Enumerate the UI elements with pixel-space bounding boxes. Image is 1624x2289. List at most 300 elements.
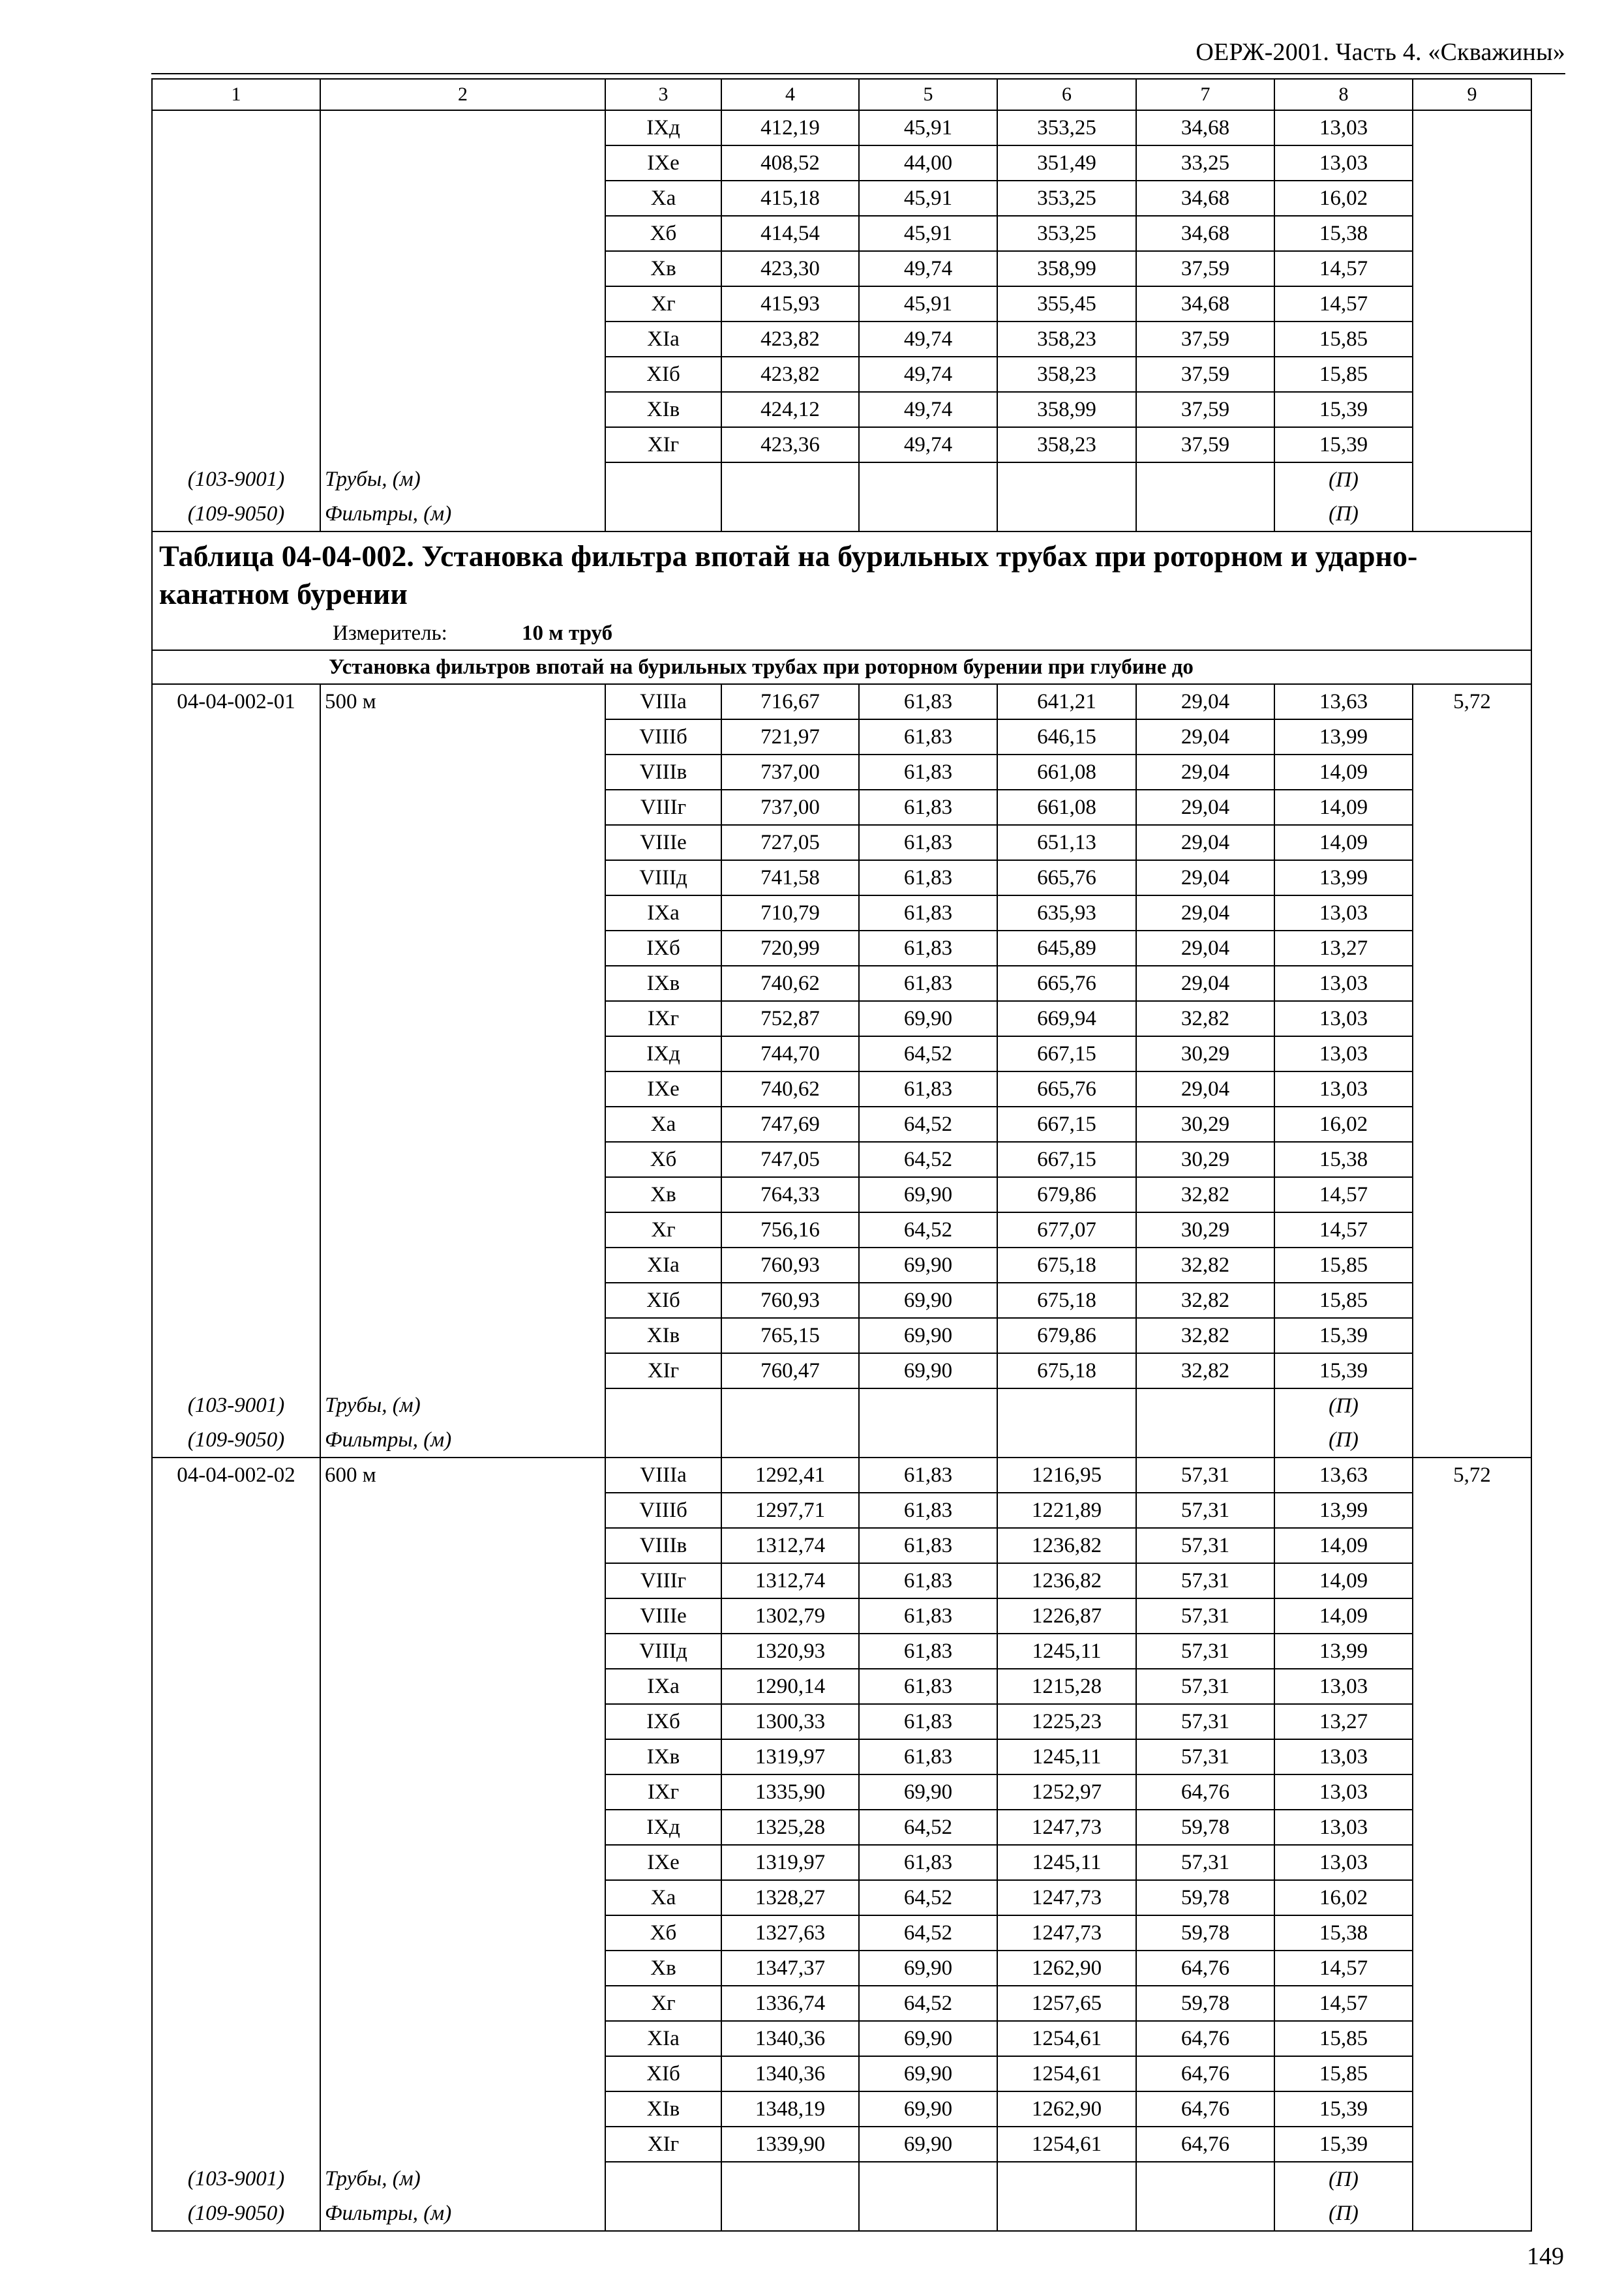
empty-cell [320,1598,605,1634]
empty-cell [320,1001,605,1036]
empty-cell [152,1563,320,1598]
value-cell: 15,38 [1274,1915,1413,1951]
value-cell: 737,00 [721,755,859,790]
region-code: VIIIб [605,719,721,755]
empty-cell [152,1071,320,1107]
column-number: 7 [1136,79,1274,110]
empty-cell [152,1634,320,1669]
value-cell: 57,31 [1136,1528,1274,1563]
column-number: 2 [320,79,605,110]
value-cell: 1297,71 [721,1493,859,1528]
value-cell: 69,90 [859,1283,997,1318]
material-value: (П) [1274,462,1413,497]
value-cell: 756,16 [721,1212,859,1248]
value-cell: 358,23 [997,322,1136,357]
empty-cell [1413,1986,1531,2021]
empty-cell [997,1423,1136,1458]
table-row [152,1318,1531,1353]
value-cell: 59,78 [1136,1810,1274,1845]
empty-cell [1413,895,1531,931]
empty-cell [152,1001,320,1036]
page-number: 149 [1527,2243,1564,2270]
value-cell: 61,83 [859,1704,997,1739]
region-code: Xа [605,1880,721,1915]
empty-cell [1413,1388,1531,1423]
value-cell: 15,39 [1274,392,1413,427]
table-row [152,1704,1531,1739]
empty-cell [320,2021,605,2056]
region-code: IXа [605,895,721,931]
table-row [152,1634,1531,1669]
meter-label: Измеритель: [333,621,447,645]
empty-cell [1413,719,1531,755]
value-cell: 710,79 [721,895,859,931]
value-cell: 15,39 [1274,1353,1413,1388]
empty-cell [320,1107,605,1142]
empty-cell [1413,1845,1531,1880]
empty-cell [320,1142,605,1177]
empty-cell [320,790,605,825]
region-code: Xг [605,1212,721,1248]
region-code: IXв [605,1739,721,1774]
table-row [152,755,1531,790]
material-row [152,462,1531,497]
value-cell: 69,90 [859,1774,997,1810]
empty-cell [320,825,605,860]
value-cell: 646,15 [997,719,1136,755]
value-cell: 353,25 [997,216,1136,251]
table-row [152,1107,1531,1142]
table-row [152,251,1531,286]
table-row [152,790,1531,825]
empty-cell [152,1880,320,1915]
value-cell: 1348,19 [721,2091,859,2127]
empty-cell [1413,497,1531,531]
table-row [152,1528,1531,1563]
empty-cell [152,251,320,286]
value-cell: 69,90 [859,2127,997,2162]
empty-cell [152,1845,320,1880]
value-cell: 1262,90 [997,1951,1136,1986]
value-cell: 32,82 [1136,1001,1274,1036]
region-code: IXе [605,1071,721,1107]
value-cell: 64,52 [859,1915,997,1951]
region-code: Xв [605,251,721,286]
value-cell: 30,29 [1136,1036,1274,1071]
table-row [152,1071,1531,1107]
region-code: IXб [605,931,721,966]
empty-cell [152,322,320,357]
empty-cell [152,1774,320,1810]
table-row [152,684,1531,719]
value-cell: 13,99 [1274,719,1413,755]
value-cell: 57,31 [1136,1845,1274,1880]
value-cell: 61,83 [859,966,997,1001]
region-code: IXг [605,1774,721,1810]
value-cell: 744,70 [721,1036,859,1071]
empty-cell [320,2056,605,2091]
empty-cell [1413,966,1531,1001]
region-code: Xа [605,181,721,216]
value-cell: 69,90 [859,1353,997,1388]
empty-cell [1413,2056,1531,2091]
empty-cell [721,462,859,497]
empty-cell [152,1493,320,1528]
empty-cell [320,966,605,1001]
value-cell: 1340,36 [721,2056,859,2091]
value-cell: 14,09 [1274,755,1413,790]
value-cell: 59,78 [1136,1986,1274,2021]
value-cell: 29,04 [1136,895,1274,931]
region-code: VIIIа [605,684,721,719]
value-cell: 14,57 [1274,286,1413,322]
value-cell: 57,31 [1136,1458,1274,1493]
empty-cell [320,1177,605,1212]
empty-cell [320,145,605,181]
region-code: Xб [605,216,721,251]
empty-cell [152,1739,320,1774]
value-cell: 61,83 [859,1845,997,1880]
table-row [152,1212,1531,1248]
value-cell: 423,82 [721,357,859,392]
value-cell: 661,08 [997,755,1136,790]
empty-cell [152,1318,320,1353]
empty-cell [320,427,605,462]
value-cell: 1247,73 [997,1915,1136,1951]
value-cell: 358,99 [997,251,1136,286]
empty-cell [320,251,605,286]
table-row [152,1986,1531,2021]
value-cell: 747,05 [721,1142,859,1177]
value-cell: 61,83 [859,684,997,719]
value-cell: 1262,90 [997,2091,1136,2127]
column-number: 5 [859,79,997,110]
empty-cell [1413,181,1531,216]
value-cell: 61,83 [859,825,997,860]
empty-cell [1413,1212,1531,1248]
value-cell: 13,03 [1274,110,1413,145]
value-cell: 13,27 [1274,1704,1413,1739]
table-row [152,1563,1531,1598]
value-cell: 737,00 [721,790,859,825]
column-number: 6 [997,79,1136,110]
empty-cell [1413,1071,1531,1107]
empty-cell [320,1493,605,1528]
value-cell: 34,68 [1136,216,1274,251]
value-cell: 645,89 [997,931,1136,966]
value-cell: 1347,37 [721,1951,859,1986]
table-row [152,1177,1531,1212]
empty-cell [605,462,721,497]
meter-value: 10 м труб [522,621,613,645]
empty-cell [320,1951,605,1986]
empty-cell [1413,1423,1531,1458]
value-cell: 667,15 [997,1107,1136,1142]
material-value: (П) [1274,1388,1413,1423]
empty-cell [320,1528,605,1563]
value-cell: 14,57 [1274,1986,1413,2021]
value-cell: 64,76 [1136,2091,1274,2127]
empty-cell [320,1669,605,1704]
empty-cell [1413,1774,1531,1810]
value-cell: 69,90 [859,1177,997,1212]
value-cell: 69,90 [859,2091,997,2127]
value-cell: 37,59 [1136,392,1274,427]
empty-cell [859,497,997,531]
value-cell: 49,74 [859,427,997,462]
column-number-row [152,79,1531,110]
empty-cell [1413,1634,1531,1669]
value-cell: 752,87 [721,1001,859,1036]
empty-cell [1413,1563,1531,1598]
value-cell: 49,74 [859,251,997,286]
material-name: Трубы, (м) [320,2162,605,2196]
value-cell: 32,82 [1136,1283,1274,1318]
rate-code: 04-04-002-01 [152,684,320,719]
empty-cell [152,719,320,755]
table-row [152,1774,1531,1810]
empty-cell [1413,2127,1531,2162]
empty-cell [152,895,320,931]
empty-cell [1413,1107,1531,1142]
value-cell: 13,63 [1274,684,1413,719]
value-cell: 13,03 [1274,1845,1413,1880]
empty-cell [605,2162,721,2196]
value-cell: 49,74 [859,357,997,392]
empty-cell [152,2021,320,2056]
value-cell: 69,90 [859,1951,997,1986]
table-row [152,1669,1531,1704]
empty-cell [320,1774,605,1810]
value-cell: 64,52 [859,1986,997,2021]
empty-cell [1413,2162,1531,2196]
table-row [152,110,1531,145]
table-row [152,1142,1531,1177]
value-cell: 669,94 [997,1001,1136,1036]
value-cell: 13,99 [1274,1634,1413,1669]
value-cell: 14,57 [1274,251,1413,286]
region-code: XIв [605,392,721,427]
value-cell: 13,03 [1274,1774,1413,1810]
value-cell: 30,29 [1136,1212,1274,1248]
value-cell: 13,03 [1274,1036,1413,1071]
material-value: (П) [1274,1423,1413,1458]
material-name: Фильтры, (м) [320,497,605,531]
empty-cell [1413,357,1531,392]
value-cell: 57,31 [1136,1493,1274,1528]
value-cell: 64,76 [1136,2127,1274,2162]
empty-cell [997,2196,1136,2231]
value-cell: 1245,11 [997,1634,1136,1669]
material-value: (П) [1274,2196,1413,2231]
value-cell: 16,02 [1274,1107,1413,1142]
empty-cell [320,1739,605,1774]
value-cell: 13,03 [1274,895,1413,931]
empty-cell [859,1388,997,1423]
value-cell: 32,82 [1136,1353,1274,1388]
table-row [152,2091,1531,2127]
value-cell: 69,90 [859,1318,997,1353]
empty-cell [997,497,1136,531]
meter-cell [152,617,1531,650]
region-code: IXг [605,1001,721,1036]
empty-cell [1413,1951,1531,1986]
value-cell: 1245,11 [997,1739,1136,1774]
table-row [152,357,1531,392]
region-code: XIа [605,2021,721,2056]
value-cell: 1221,89 [997,1493,1136,1528]
value-cell: 14,57 [1274,1212,1413,1248]
value-cell: 641,21 [997,684,1136,719]
value-cell: 13,03 [1274,145,1413,181]
value-cell: 727,05 [721,825,859,860]
value-cell: 29,04 [1136,966,1274,1001]
value-cell: 15,85 [1274,2056,1413,2091]
value-cell: 34,68 [1136,110,1274,145]
region-code: VIIIд [605,1634,721,1669]
table-title: Таблица 04-04-002. Установка фильтра впотай на бурильных трубах при роторном и ударно-канатном бурении [152,531,1531,617]
value-cell: 61,83 [859,895,997,931]
value-cell: 30,29 [1136,1142,1274,1177]
empty-cell [152,790,320,825]
value-cell: 59,78 [1136,1880,1274,1915]
value-cell: 355,45 [997,286,1136,322]
value-cell: 1312,74 [721,1528,859,1563]
value-cell: 61,83 [859,1598,997,1634]
col9-value: 5,72 [1413,684,1531,719]
region-code: XIб [605,2056,721,2091]
region-code: VIIIг [605,1563,721,1598]
meter-row [152,617,1531,650]
empty-cell [1413,1739,1531,1774]
table-row [152,1951,1531,1986]
region-code: Xг [605,1986,721,2021]
value-cell: 13,03 [1274,1001,1413,1036]
value-cell: 16,02 [1274,181,1413,216]
subheading-row [152,650,1531,684]
empty-cell [1413,251,1531,286]
table-row [152,1283,1531,1318]
value-cell: 765,15 [721,1318,859,1353]
empty-cell [152,1951,320,1986]
table-row [152,966,1531,1001]
value-cell: 424,12 [721,392,859,427]
value-cell: 1325,28 [721,1810,859,1845]
value-cell: 57,31 [1136,1704,1274,1739]
value-cell: 29,04 [1136,860,1274,895]
empty-cell [1413,1810,1531,1845]
value-cell: 1312,74 [721,1563,859,1598]
value-cell: 69,90 [859,2056,997,2091]
value-cell: 764,33 [721,1177,859,1212]
empty-cell [1413,931,1531,966]
table-row [152,1248,1531,1283]
empty-cell [320,1248,605,1283]
value-cell: 679,86 [997,1177,1136,1212]
value-cell: 15,85 [1274,1283,1413,1318]
value-cell: 57,31 [1136,1563,1274,1598]
table-title-row [152,531,1531,617]
value-cell: 1254,61 [997,2056,1136,2091]
empty-cell [1136,462,1274,497]
region-code: Xг [605,286,721,322]
empty-cell [1413,1598,1531,1634]
value-cell: 408,52 [721,145,859,181]
table-row [152,895,1531,931]
value-cell: 1236,82 [997,1563,1136,1598]
empty-cell [320,216,605,251]
value-cell: 61,83 [859,931,997,966]
value-cell: 351,49 [997,145,1136,181]
empty-cell [152,1142,320,1177]
column-number: 8 [1274,79,1413,110]
table-row [152,1739,1531,1774]
empty-cell [1413,1036,1531,1071]
value-cell: 1327,63 [721,1915,859,1951]
value-cell: 1247,73 [997,1810,1136,1845]
table-row [152,145,1531,181]
value-cell: 760,93 [721,1283,859,1318]
region-code: IXд [605,110,721,145]
table-row [152,1001,1531,1036]
region-code: Xв [605,1951,721,1986]
empty-cell [152,2127,320,2162]
empty-cell [320,1915,605,1951]
region-code: XIа [605,322,721,357]
value-cell: 760,93 [721,1248,859,1283]
material-code: (103-9001) [152,462,320,497]
material-code: (109-9050) [152,2196,320,2231]
region-code: XIг [605,1353,721,1388]
empty-cell [1413,790,1531,825]
table-row [152,1036,1531,1071]
value-cell: 45,91 [859,216,997,251]
value-cell: 353,25 [997,181,1136,216]
empty-cell [859,1423,997,1458]
value-cell: 15,85 [1274,357,1413,392]
value-cell: 677,07 [997,1212,1136,1248]
value-cell: 675,18 [997,1353,1136,1388]
value-cell: 64,76 [1136,2021,1274,2056]
empty-cell [152,931,320,966]
value-cell: 64,76 [1136,1774,1274,1810]
value-cell: 651,13 [997,825,1136,860]
empty-cell [320,2091,605,2127]
value-cell: 740,62 [721,966,859,1001]
value-cell: 1336,74 [721,1986,859,2021]
empty-cell [320,1704,605,1739]
value-cell: 15,39 [1274,1318,1413,1353]
region-code: Xа [605,1107,721,1142]
value-cell: 1245,11 [997,1845,1136,1880]
region-code: IXе [605,1845,721,1880]
empty-cell [152,1528,320,1563]
empty-cell [1413,1283,1531,1318]
empty-cell [1413,1142,1531,1177]
empty-cell [320,1880,605,1915]
table-row [152,825,1531,860]
value-cell: 661,08 [997,790,1136,825]
value-cell: 1257,65 [997,1986,1136,2021]
value-cell: 13,27 [1274,931,1413,966]
value-cell: 14,57 [1274,1951,1413,1986]
value-cell: 64,52 [859,1142,997,1177]
column-number: 3 [605,79,721,110]
empty-cell [152,145,320,181]
empty-cell [152,1248,320,1283]
empty-cell [1413,755,1531,790]
empty-cell [1413,110,1531,145]
